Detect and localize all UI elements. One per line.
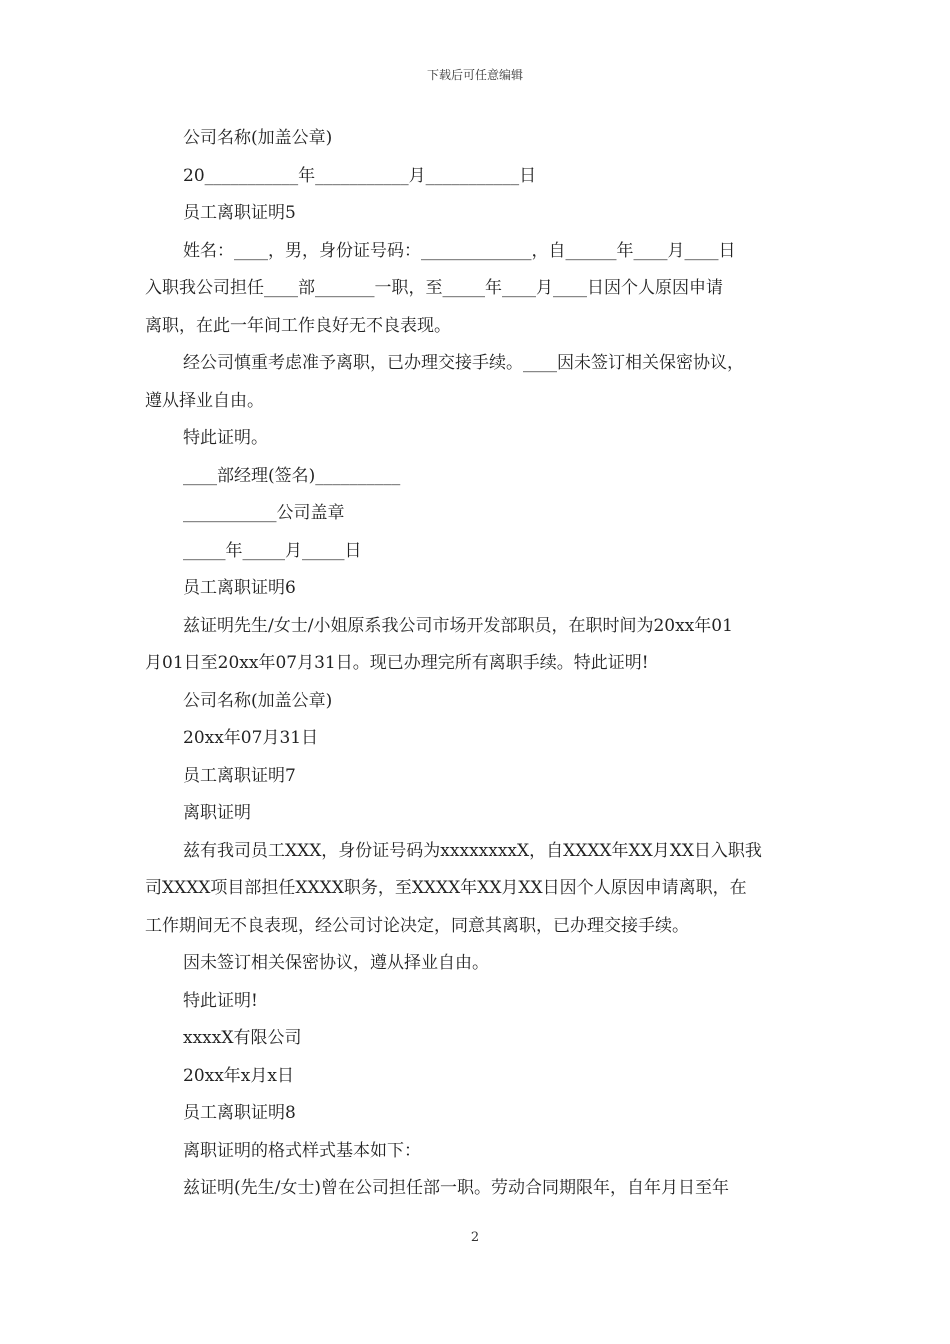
text-line: 离职证明的格式样式基本如下： [183,1140,421,1161]
text-line: 姓名：____，男，身份证号码：_____________，自______年____月____日 [183,240,736,261]
text-line: 员工离职证明8 [183,1103,296,1123]
text-line: 离职，在此一年间工作良好无不良表现。 [145,315,451,336]
page-number: 2 [470,1230,480,1245]
text-line: 员工离职证明6 [183,578,296,598]
text-line: xxxxX有限公司 [183,1028,302,1048]
text-line: 月01日至20xx年07月31日。现已办理完所有离职手续。特此证明! [145,653,649,673]
text-line: 兹证明先生/女士/小姐原系我公司市场开发部职员，在职时间为20xx年01 [183,615,733,636]
text-line: 20___________年___________月___________日 [183,165,537,186]
text-line: ___________公司盖章 [183,503,345,523]
text-line: _____年_____月_____日 [183,540,362,561]
text-line: 公司名称(加盖公章) [183,128,333,148]
text-line: 遵从择业自由。 [145,390,264,411]
text-line: 公司名称(加盖公章) [183,690,333,711]
text-line: ____部经理(签名)__________ [183,465,401,486]
text-line: 工作期间无不良表现，经公司讨论决定，同意其离职，已办理交接手续。 [145,915,689,936]
document-body [145,120,815,1208]
text-line: 兹证明(先生/女士)曾在公司担任部一职。劳动合同期限年，自年月日至年 [183,1178,729,1198]
text-line: 20xx年x月x日 [183,1065,294,1086]
text-line: 特此证明! [183,990,258,1011]
text-line: 特此证明。 [183,428,268,448]
text-line: 经公司慎重考虑准予离职，已办理交接手续。____因未签订相关保密协议， [183,353,744,373]
text-line: 兹有我司员工XXX，身份证号码为xxxxxxxxX，自XXXX年XX月XX日入职我 [183,840,762,861]
text-line: 员工离职证明7 [183,765,296,786]
text-line: 司XXXX项目部担任XXXX职务，至XXXX年XX月XX日因个人原因申请离职，在 [145,878,747,898]
text-line: 入职我公司担任____部_______一职，至_____年____月____日因个人原因申请 [145,278,723,298]
text-line: 离职证明 [183,803,251,823]
page-header: 下载后可任意编辑 [426,68,523,82]
text-line: 员工离职证明5 [183,203,296,223]
text-line: 因未签订相关保密协议，遵从择业自由。 [183,953,489,973]
text-line: 20xx年07月31日 [183,728,319,748]
